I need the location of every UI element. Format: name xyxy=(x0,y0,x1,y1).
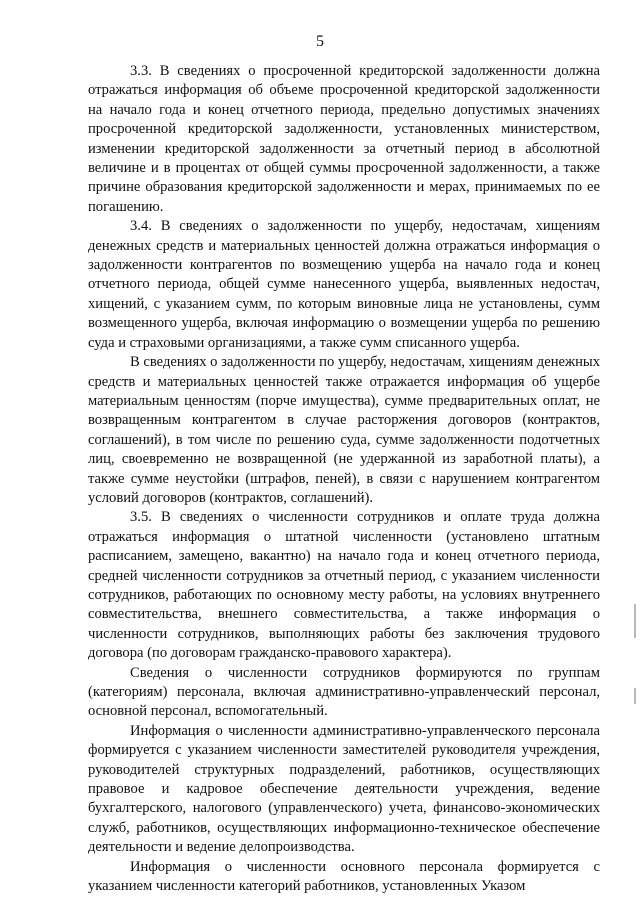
paragraph-staff-groups: Сведения о численности сотрудников формируются по группам (категориям) персонала, включая административно-управленческий персонал, основной персонал, вспомогательный. xyxy=(88,664,600,720)
paragraph-3-5: 3.5. В сведениях о численности сотрудников и оплате труда должна отражаться информация о штатной численности (установлено штатным расписанием, замещено, вакантно) на начало года и конец отчетного периода, средней численности сотрудников за отчетный период, с указанием численности сотрудников, работающих по основному месту работы, на условиях внутреннего совместительства, внешнего совместительства, а также информация о численности сотрудников, выполняющих работы без заключения трудового договора (по договорам гражданско-правового характера). xyxy=(88,509,600,662)
scan-edge-mark xyxy=(634,604,636,638)
scan-edge-mark xyxy=(634,688,636,704)
paragraph-3-4: 3.4. В сведениях о задолженности по ущербу, недостачам, хищениям денежных средств и материальных ценностей должна отражаться информация о задолженности контрагентов по возмещению ущерба на начало года и конец отчетного периода, общей сумме нанесенного ущерба, выявленных недостач, хищений, с указанием сумм, по которым виновные лица не установлены, сумм возмещенного ущерба, включая информацию о возмещении ущерба по решению суда и страховыми организациями, а также сумм списанного ущерба. xyxy=(88,218,600,351)
page-number: 5 xyxy=(316,33,324,50)
paragraph-3-3: 3.3. В сведениях о просроченной кредиторской задолженности должна отражаться информация об объеме просроченной кредиторской задолженности на начало года и конец отчетного периода, предельно допустимых значениях просроченной кредиторской задолженности, установленных министерством, изменении кредиторской задолженности за отчетный период в абсолютной величине и в процентах от общей суммы просроченной задолженности, а также причине образования кредиторской задолженности и мерах, принимаемых по ее погашению. xyxy=(88,63,600,215)
document-body xyxy=(88,62,600,896)
paragraph-main-staff: Информация о численности основного персонала формируется с указанием численности категорий работников, установленных Указом xyxy=(88,858,600,895)
paragraph-admin-staff: Информация о численности административно-управленческого персонала формируется с указанием численности заместителей руководителя учреждения, руководителей структурных подразделений, работников, осуществляющих правовое и кадровое обеспечение деятельности учреждения, ведение бухгалтерского, налогового (управленческого) учета, финансово-экономических служб, работников, осуществляющих информационно-техническое обеспечение деятельности и ведение делопроизводства. xyxy=(88,722,600,856)
paragraph-damage-details: В сведениях о задолженности по ущербу, недостачам, хищениям денежных средств и материальных ценностей также отражается информация об ущербе материальным ценностям (порче имущества), сумме предварительных оплат, не возвращенным контрагентом в случае расторжения договоров (контрактов, соглашений), в том числе по решению суда, сумме задолженности подотчетных лиц, своевременно не возвращенной (не удержанной из заработной платы), а также сумме неустойки (штрафов, пеней), в связи с нарушением контрагентом условий договоров (контрактов, соглашений). xyxy=(88,354,600,506)
